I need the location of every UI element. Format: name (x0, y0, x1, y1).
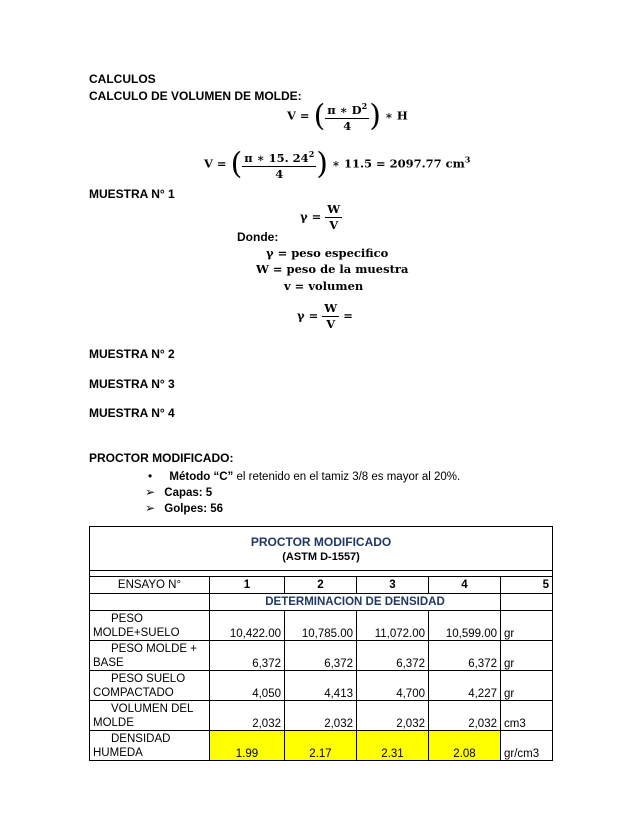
cell-value: 4,227 (429, 671, 501, 701)
heading-muestra-4: MUESTRA N° 4 (89, 406, 175, 420)
section-header: DETERMINACION DE DENSIDAD (210, 594, 501, 611)
formula-gamma (300, 202, 342, 233)
table-title-cell (90, 527, 553, 571)
cell-unit: cm3 (501, 701, 553, 731)
donde-line-1: γ = peso especifico (266, 246, 389, 260)
cell-value-highlight: 2.17 (285, 731, 357, 761)
cell-value: 11,072.00 (357, 611, 429, 641)
fraction (325, 99, 369, 134)
ensayo-3: 3 (357, 577, 429, 594)
donde-line-2: W = peso de la muestra (256, 262, 409, 276)
heading-muestra-1: MUESTRA N° 1 (89, 187, 175, 201)
paren-close: ) (316, 146, 328, 182)
table-title-row (90, 527, 553, 571)
cell-unit: gr (501, 671, 553, 701)
table-row (90, 671, 553, 701)
formula-rhs: ∗ H (384, 108, 408, 123)
formula-rhs: = (343, 308, 353, 323)
row-label: PESO MOLDE + BASE (90, 641, 210, 671)
section-row (90, 594, 553, 611)
ensayo-row (90, 577, 553, 594)
cell-value: 2,032 (285, 701, 357, 731)
donde-line-3: v = volumen (284, 279, 364, 293)
ensayo-label: ENSAYO N° (90, 577, 210, 594)
proctor-table (89, 526, 553, 761)
cell-value: 10,422.00 (210, 611, 285, 641)
fraction (242, 147, 316, 182)
cell-value: 2,032 (429, 701, 501, 731)
bullet-dot-icon: • (148, 469, 153, 483)
fraction (322, 301, 339, 332)
row-label: PESO SUELO COMPACTADO (90, 671, 210, 701)
formula-volume-calc (204, 147, 470, 182)
row-label: PESO MOLDE+SUELO (90, 611, 210, 641)
numerator: π ∗ D (327, 102, 362, 117)
formula-rhs: ∗ 11.5 = 2097.77 cm (332, 156, 465, 171)
paren-open: ( (230, 146, 243, 182)
ensayo-1: 1 (210, 577, 285, 594)
bullet-metodo (148, 469, 460, 483)
fraction (325, 202, 342, 233)
heading-proctor-modificado: PROCTOR MODIFICADO: (89, 451, 234, 465)
table-row (90, 701, 553, 731)
golpes-text: Golpes: 56 (164, 503, 224, 515)
table-title: PROCTOR MODIFICADO (250, 534, 392, 549)
ensayo-4: 4 (429, 577, 501, 594)
cell-unit: gr (501, 641, 553, 671)
formula-lhs: γ = (297, 308, 319, 323)
bullet-capas (145, 485, 212, 499)
metodo-strong: Método “C” (169, 471, 234, 483)
table-row (90, 731, 553, 761)
ensayo-2: 2 (285, 577, 357, 594)
cell-value: 6,372 (210, 641, 285, 671)
cell-value: 4,413 (285, 671, 357, 701)
numerator: W (324, 301, 338, 315)
ensayo-5: 5 (501, 577, 553, 594)
cell-value: 6,372 (357, 641, 429, 671)
formula-volume (287, 99, 408, 134)
table-subtitle: (ASTM D-1557) (282, 550, 360, 563)
denominator: V (326, 317, 336, 331)
cell-value: 4,050 (210, 671, 285, 701)
denominator: 4 (275, 166, 284, 181)
row-label: DENSIDAD HUMEDA (90, 731, 210, 761)
exponent: 2 (308, 149, 315, 159)
unit-exponent: 3 (464, 154, 471, 165)
cell-value-highlight: 2.31 (357, 731, 429, 761)
paren-open: ( (313, 98, 326, 134)
metodo-rest: el retenido en el tamiz 3/8 es mayor al 20%. (233, 471, 461, 483)
cell-value: 2,032 (210, 701, 285, 731)
numerator: W (327, 202, 341, 216)
paren-close: ) (369, 98, 381, 134)
heading-calculos: CALCULOS (89, 72, 156, 86)
donde-label: Donde: (237, 230, 279, 244)
heading-muestra-3: MUESTRA N° 3 (89, 377, 175, 391)
bullet-golpes (145, 501, 223, 515)
denominator: 4 (343, 118, 352, 133)
row-label: VOLUMEN DEL MOLDE (90, 701, 210, 731)
numerator: π ∗ 15. 24 (244, 150, 309, 165)
cell-value: 4,700 (357, 671, 429, 701)
table-row (90, 641, 553, 671)
cell-value: 6,372 (429, 641, 501, 671)
cell-value-highlight: 1.99 (210, 731, 285, 761)
heading-muestra-2: MUESTRA N° 2 (89, 347, 175, 361)
formula-lhs: V = (287, 108, 310, 123)
heading-calculo-volumen: CALCULO DE VOLUMEN DE MOLDE: (89, 89, 302, 103)
exponent: 2 (361, 101, 368, 111)
formula-gamma-2 (297, 301, 353, 332)
cell-unit: gr (501, 611, 553, 641)
arrow-bullet-icon: ➢ (145, 485, 156, 499)
formula-lhs: V = (204, 156, 227, 171)
denominator: V (329, 218, 339, 232)
cell-value-highlight: 2.08 (429, 731, 501, 761)
cell-unit: gr/cm3 (501, 731, 553, 761)
capas-text: Capas: 5 (164, 487, 213, 499)
arrow-bullet-icon: ➢ (145, 501, 156, 515)
table-row (90, 611, 553, 641)
cell-value: 10,599.00 (429, 611, 501, 641)
formula-lhs: γ = (300, 209, 322, 224)
cell-value: 2,032 (357, 701, 429, 731)
cell-value: 6,372 (285, 641, 357, 671)
cell-value: 10,785.00 (285, 611, 357, 641)
